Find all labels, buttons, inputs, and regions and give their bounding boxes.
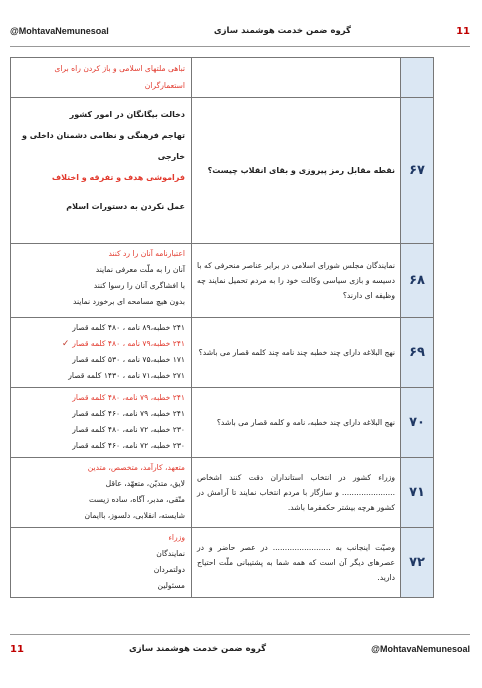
answer-option: ۲۴۱ خطبه، ۷۹ نامه، ۴۸۰ کلمه قصار	[72, 393, 185, 402]
answer-option-text: ۲۴۱ خطبه،۷۹ نامه ، ۴۸۰ کلمه قصار	[72, 339, 185, 348]
table-row	[11, 58, 434, 98]
answer-option: خارجی	[157, 152, 185, 161]
answer-options	[11, 58, 192, 98]
answer-options	[11, 458, 192, 528]
answer-option	[17, 336, 185, 352]
answer-option: ۲۳۰ خطبه، ۷۲ نامه، ۴۶۰ کلمه قصار	[72, 441, 185, 450]
table-row	[11, 528, 434, 598]
question-table	[10, 57, 434, 598]
checkmark-icon: ✓	[61, 339, 73, 349]
channel-handle: @MohtavaNemunesoal	[10, 26, 109, 36]
answer-option: بدون هیچ مسامحه ای برخورد نمایند	[72, 297, 185, 306]
answer-option: شایسته، انقلابی، دلسوز، باایمان	[84, 511, 185, 520]
page-footer	[10, 638, 470, 660]
question-number: ۷۰	[401, 388, 434, 458]
answer-option: عمل نکردن به دستورات اسلام	[66, 202, 185, 211]
answer-option: وزراء	[168, 533, 185, 542]
question-text	[192, 58, 401, 98]
answer-option: دولتمردان	[153, 565, 185, 574]
answer-option: ۲۷۱ خطبه،۷۱ نامه ، ۱۴۳۰ کلمه قصار	[68, 371, 185, 380]
answer-option: با افشاگری آنان را رسوا کنند	[93, 281, 185, 290]
answer-option: تباهی ملتهای اسلامی و باز کردن راه برای	[54, 64, 185, 73]
question-number: ۶۸	[401, 244, 434, 318]
answer-options	[11, 98, 192, 244]
answer-options	[11, 318, 192, 388]
question-text: وزراء کشور در انتخاب استانداران دقت کنند اشخاص ...................... و سازگار با مردم انتخاب نمایند تا آرامش در کشور هرچه بیشتر حکمفرما باشد.	[192, 458, 401, 528]
answer-option: آنان را به ملّت معرفی نمایند	[95, 265, 185, 274]
answer-option: لایق، متدیّن، متعهّد، عاقل	[105, 479, 185, 488]
group-name: گروه ضمن خدمت هوشمند سازی	[128, 644, 267, 654]
answer-option: متعهد، کارآمد، متخصص، متدین	[87, 463, 185, 472]
answer-option: استعمارگران	[144, 81, 185, 90]
question-text: نهج البلاغه دارای چند خطبه چند نامه چند کلمه قصار می باشد؟	[192, 318, 401, 388]
answer-option: نمایندگان	[156, 549, 185, 558]
answer-options	[11, 388, 192, 458]
question-text: نمایندگان مجلس شورای اسلامی در برابر عناصر منحرفی که با دسیسه و بازی سیاسی وکالت خود را به مردم تحمیل نمایند چه وظیفه ای دارند؟	[192, 244, 401, 318]
question-text: وصیّت اینجانب به ........................ در عصر حاضر و در عصرهای دیگر آن است که همه شما به پشتیبانی ملّت احتیاج دارید.	[192, 528, 401, 598]
table-row	[11, 458, 434, 528]
answer-option: ۱۷۱ خطبه،۷۵ نامه ، ۵۳۰ کلمه قصار	[72, 355, 185, 364]
question-number: ۷۱	[401, 458, 434, 528]
footer-divider	[10, 634, 470, 635]
question-number: ۶۷	[401, 98, 434, 244]
question-number: ۶۹	[401, 318, 434, 388]
page-number: 11	[10, 643, 24, 655]
table-row	[11, 388, 434, 458]
question-text: نقطه مقابل رمز پیروزی و بقای انقلاب چیست؟	[192, 98, 401, 244]
table-row	[11, 98, 434, 244]
header-divider	[10, 46, 470, 47]
page-number: 11	[456, 25, 470, 37]
group-name: گروه ضمن خدمت هوشمند سازی	[213, 26, 351, 36]
channel-handle: @MohtavaNemunesoal	[371, 644, 470, 654]
answer-option: ۲۴۱ خطبه،۸۹ نامه ، ۴۸۰ کلمه قصار	[72, 323, 185, 332]
table-row	[11, 318, 434, 388]
table-row	[11, 244, 434, 318]
answer-option: دخالت بیگانگان در امور کشور	[69, 110, 185, 119]
answer-options	[11, 244, 192, 318]
answer-option: متّقی، مدبر، آگاه، ساده زیست	[89, 495, 185, 504]
answer-options	[11, 528, 192, 598]
answer-option: ۲۴۱ خطبه، ۷۹ نامه، ۴۶۰ کلمه قصار	[72, 409, 185, 418]
answer-option: فراموشی هدف و تفرقه و اختلاف	[51, 173, 185, 182]
answer-option: تهاجم فرهنگی و نظامی دشمنان داخلی و	[21, 131, 185, 140]
answer-option: اعتبارنامه آنان را رد کنند	[108, 249, 185, 258]
answer-option: مسئولین	[157, 581, 185, 590]
question-number	[401, 58, 434, 98]
page-header	[10, 20, 470, 42]
question-text: نهج البلاغه دارای چند خطبه، نامه و کلمه قصار می باشد؟	[192, 388, 401, 458]
question-number: ۷۲	[401, 528, 434, 598]
answer-option: ۲۳۰ خطبه، ۷۲ نامه، ۴۸۰ کلمه قصار	[72, 425, 185, 434]
